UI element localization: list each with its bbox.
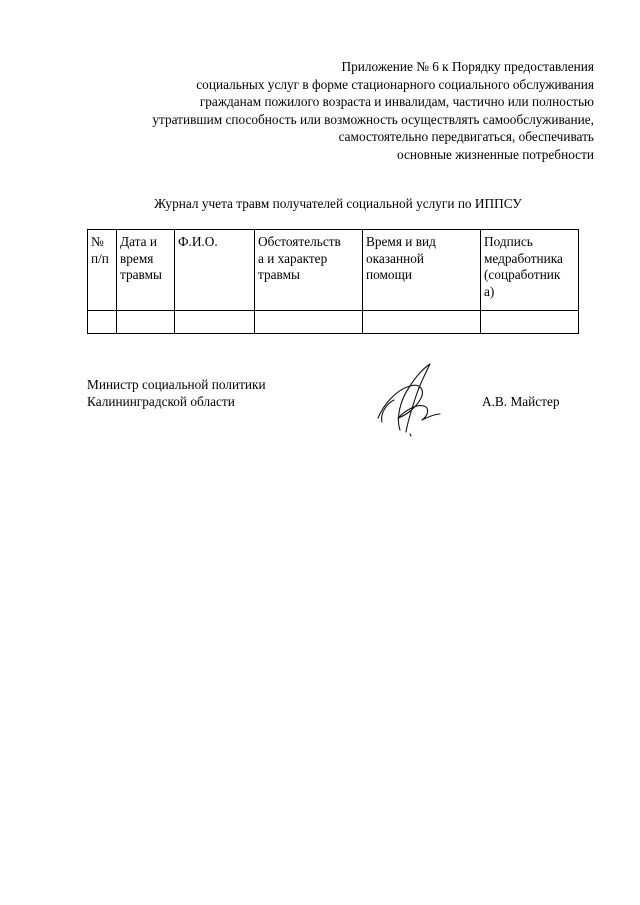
table-row [88,311,579,334]
column-header-number: № п/п [88,230,117,311]
appendix-header-line: основные жизненные потребности [397,146,594,162]
column-header-assistance: Время и вид оказанной помощи [363,230,481,311]
table-header-row [88,230,579,311]
appendix-header-line: Приложение № 6 к Порядку предоставления [341,59,594,74]
column-header-signature: Подпись медработника (соцработник а) [481,230,579,311]
minister-title [87,376,266,410]
minister-title-line: Министр социальной политики [87,377,266,392]
handwritten-signature [370,360,450,438]
appendix-header [54,58,594,164]
appendix-header-line: самостоятельно передвигаться, обеспечивать [338,129,594,145]
minister-title-line: Калининградской области [87,394,235,409]
column-header-circumstances: Обстоятельств а и характер травмы [255,230,363,311]
table-cell [88,311,117,334]
signer-name: А.В. Майстер [482,394,560,409]
table-cell [175,311,255,334]
table-cell [481,311,579,334]
column-header-date-time: Дата и время травмы [117,230,175,311]
journal-title: Журнал учета травм получателей социальной услуги по ИППСУ [154,196,522,211]
column-header-full-name: Ф.И.О. [175,230,255,311]
table-cell [117,311,175,334]
injury-journal-table [87,229,579,334]
table-cell [363,311,481,334]
table-cell [255,311,363,334]
appendix-header-line: социальных услуг в форме стационарного социального обслуживания [196,76,594,92]
appendix-header-line: гражданам пожилого возраста и инвалидам, частично или полностью [199,94,594,110]
appendix-header-line: утратившим способность или возможность осуществлять самообслуживание, [152,111,594,127]
